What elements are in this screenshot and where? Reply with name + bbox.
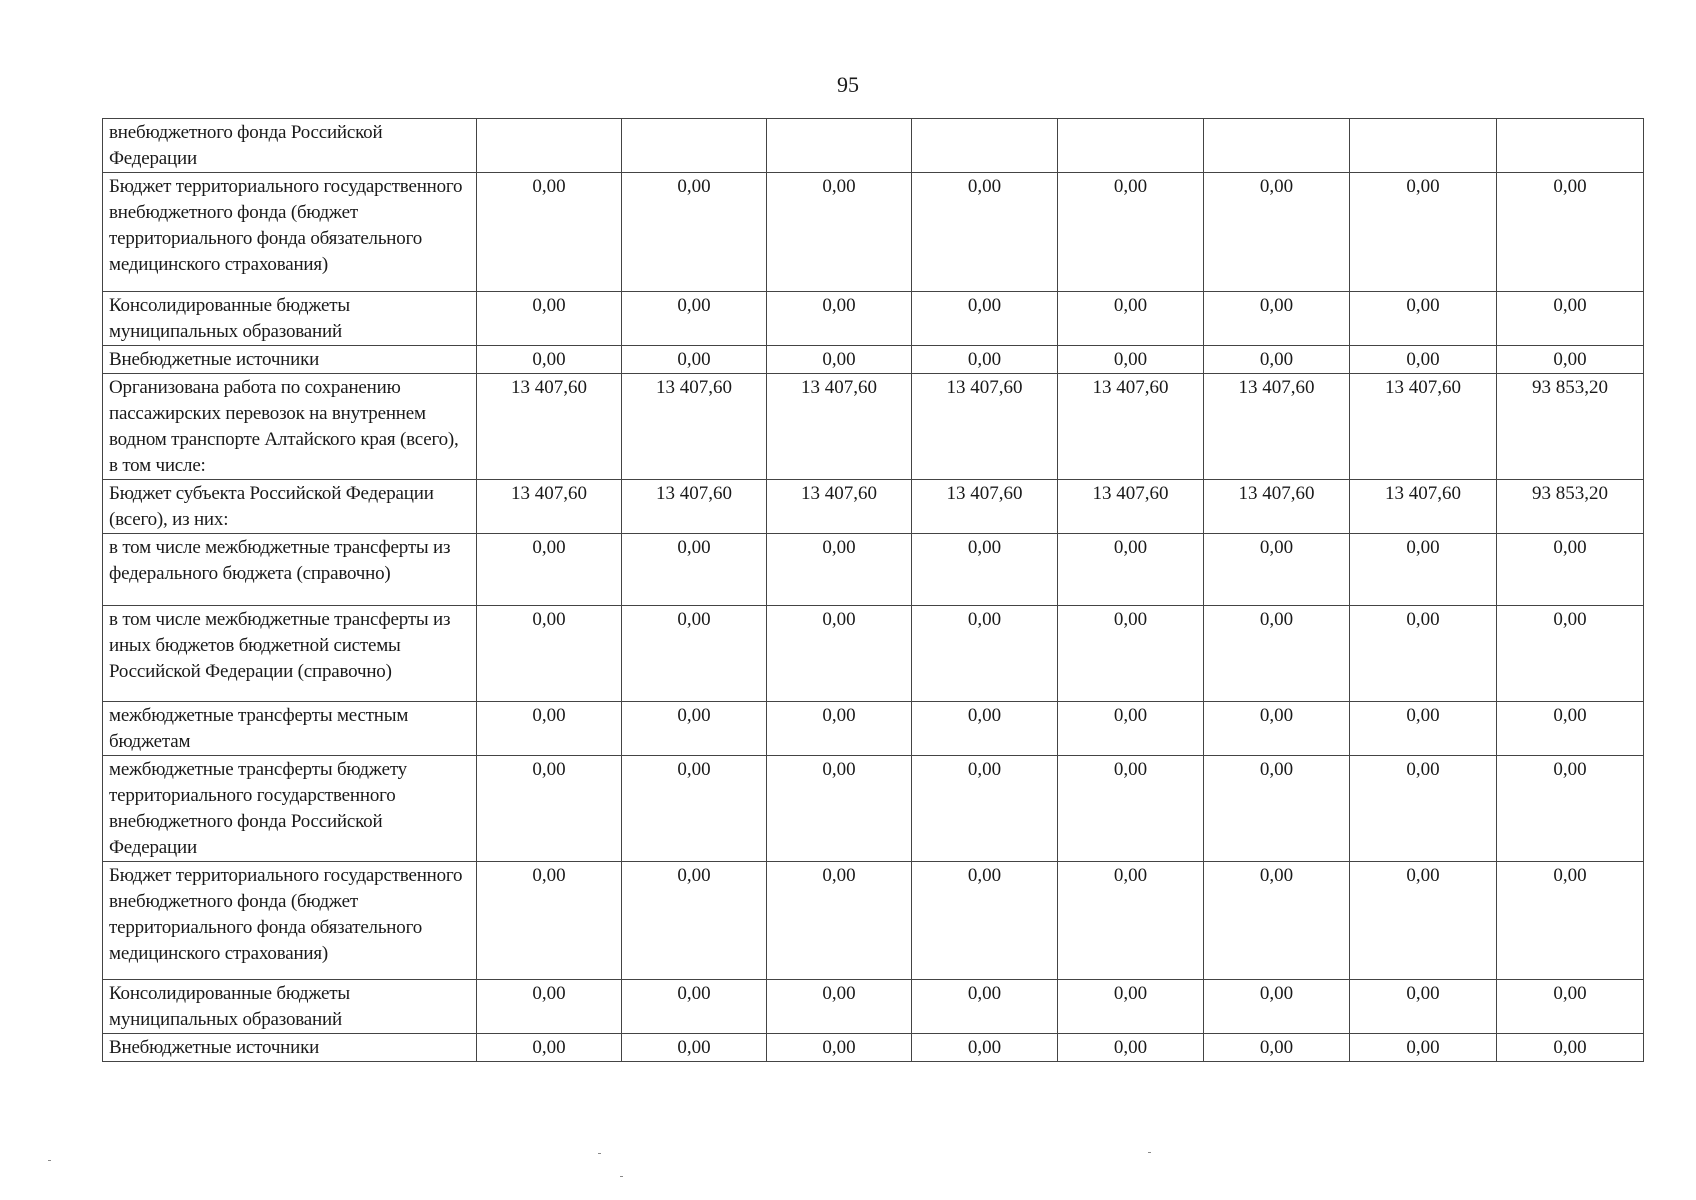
value-cell: 0,00: [477, 292, 622, 346]
table-body: [103, 119, 1644, 1062]
value-cell: [1350, 119, 1497, 173]
row-label: Консолидированные бюджеты муниципальных образований: [103, 292, 477, 346]
table-row: [103, 862, 1644, 980]
value-cell: 0,00: [912, 980, 1058, 1034]
value-cell: 0,00: [1204, 292, 1350, 346]
value-cell: 0,00: [1350, 862, 1497, 980]
value-cell: 0,00: [1350, 292, 1497, 346]
row-label: Внебюджетные источники: [103, 346, 477, 374]
value-cell: 0,00: [477, 173, 622, 292]
value-cell: 0,00: [1497, 346, 1644, 374]
value-cell: 0,00: [477, 346, 622, 374]
value-cell: 0,00: [767, 1034, 912, 1062]
value-cell: 0,00: [767, 606, 912, 702]
value-cell: 0,00: [477, 862, 622, 980]
value-cell: 0,00: [1058, 292, 1204, 346]
value-cell: 0,00: [1058, 862, 1204, 980]
value-cell: 0,00: [1058, 702, 1204, 756]
value-cell: 13 407,60: [622, 374, 767, 480]
row-label: межбюджетные трансферты местным бюджетам: [103, 702, 477, 756]
row-label: Консолидированные бюджеты муниципальных образований: [103, 980, 477, 1034]
value-cell: 0,00: [622, 292, 767, 346]
value-cell: 13 407,60: [1058, 374, 1204, 480]
value-cell: 0,00: [1497, 702, 1644, 756]
value-cell: 0,00: [1058, 173, 1204, 292]
value-cell: 0,00: [1497, 1034, 1644, 1062]
value-cell: [1058, 119, 1204, 173]
value-cell: 0,00: [1497, 862, 1644, 980]
value-cell: 0,00: [1204, 702, 1350, 756]
value-cell: 0,00: [767, 862, 912, 980]
value-cell: 0,00: [622, 980, 767, 1034]
value-cell: 0,00: [622, 862, 767, 980]
value-cell: 0,00: [1204, 1034, 1350, 1062]
value-cell: 13 407,60: [912, 480, 1058, 534]
value-cell: 13 407,60: [1350, 480, 1497, 534]
value-cell: 0,00: [622, 1034, 767, 1062]
value-cell: 0,00: [477, 980, 622, 1034]
value-cell: [477, 119, 622, 173]
scan-speck: [620, 1176, 623, 1177]
value-cell: 13 407,60: [477, 374, 622, 480]
row-label: в том числе межбюджетные трансферты из иных бюджетов бюджетной системы Российской Федерации (справочно): [103, 606, 477, 702]
value-cell: 0,00: [622, 756, 767, 862]
value-cell: 13 407,60: [767, 374, 912, 480]
value-cell: 0,00: [1497, 534, 1644, 606]
value-cell: 0,00: [1350, 534, 1497, 606]
value-cell: 93 853,20: [1497, 480, 1644, 534]
row-label: межбюджетные трансферты бюджету территориального государственного внебюджетного фонда Российской Федерации: [103, 756, 477, 862]
value-cell: 0,00: [1058, 606, 1204, 702]
value-cell: 13 407,60: [1204, 480, 1350, 534]
value-cell: 0,00: [767, 173, 912, 292]
value-cell: 13 407,60: [1350, 374, 1497, 480]
table-row: [103, 119, 1644, 173]
value-cell: 0,00: [1350, 173, 1497, 292]
value-cell: 0,00: [767, 534, 912, 606]
value-cell: 0,00: [1350, 606, 1497, 702]
row-label: Бюджет территориального государственного внебюджетного фонда (бюджет территориального фонда обязательного медицинского страхования): [103, 862, 477, 980]
value-cell: 0,00: [622, 702, 767, 756]
table-row: [103, 292, 1644, 346]
value-cell: [1204, 119, 1350, 173]
value-cell: 0,00: [1058, 756, 1204, 862]
budget-table: [102, 118, 1644, 1062]
value-cell: 0,00: [1350, 756, 1497, 862]
value-cell: 0,00: [1204, 756, 1350, 862]
value-cell: 0,00: [1058, 534, 1204, 606]
value-cell: 13 407,60: [767, 480, 912, 534]
table-row: [103, 173, 1644, 292]
value-cell: 0,00: [622, 606, 767, 702]
value-cell: 0,00: [1350, 702, 1497, 756]
value-cell: 0,00: [1497, 756, 1644, 862]
value-cell: 0,00: [912, 292, 1058, 346]
table-row: [103, 346, 1644, 374]
value-cell: 0,00: [477, 1034, 622, 1062]
value-cell: 0,00: [1497, 980, 1644, 1034]
value-cell: 0,00: [622, 173, 767, 292]
value-cell: 0,00: [767, 292, 912, 346]
value-cell: 0,00: [912, 173, 1058, 292]
value-cell: [1497, 119, 1644, 173]
value-cell: 0,00: [477, 606, 622, 702]
scan-speck: [598, 1153, 601, 1154]
value-cell: 0,00: [1497, 173, 1644, 292]
row-label: Организована работа по сохранению пассажирских перевозок на внутреннем водном транспорте Алтайского края (всего), в том числе:: [103, 374, 477, 480]
value-cell: 0,00: [477, 702, 622, 756]
value-cell: 0,00: [1058, 1034, 1204, 1062]
value-cell: 0,00: [622, 534, 767, 606]
value-cell: 93 853,20: [1497, 374, 1644, 480]
row-label: в том числе межбюджетные трансферты из федерального бюджета (справочно): [103, 534, 477, 606]
row-label: Бюджет субъекта Российской Федерации (всего), из них:: [103, 480, 477, 534]
value-cell: 0,00: [1350, 1034, 1497, 1062]
value-cell: 0,00: [477, 756, 622, 862]
table-row: [103, 702, 1644, 756]
value-cell: [767, 119, 912, 173]
value-cell: 0,00: [767, 702, 912, 756]
value-cell: [912, 119, 1058, 173]
row-label: Бюджет территориального государственного внебюджетного фонда (бюджет территориального фонда обязательного медицинского страхования): [103, 173, 477, 292]
value-cell: 0,00: [622, 346, 767, 374]
value-cell: 0,00: [1350, 346, 1497, 374]
value-cell: 0,00: [1204, 606, 1350, 702]
value-cell: 0,00: [1204, 862, 1350, 980]
value-cell: 0,00: [767, 346, 912, 374]
table-row: [103, 480, 1644, 534]
value-cell: 0,00: [912, 756, 1058, 862]
row-label: Внебюджетные источники: [103, 1034, 477, 1062]
row-label: внебюджетного фонда Российской Федерации: [103, 119, 477, 173]
table-row: [103, 1034, 1644, 1062]
value-cell: 0,00: [912, 534, 1058, 606]
value-cell: 0,00: [912, 1034, 1058, 1062]
value-cell: 13 407,60: [912, 374, 1058, 480]
value-cell: 0,00: [1350, 980, 1497, 1034]
value-cell: 0,00: [1058, 980, 1204, 1034]
table-row: [103, 534, 1644, 606]
value-cell: 0,00: [912, 606, 1058, 702]
table-row: [103, 606, 1644, 702]
value-cell: 0,00: [1204, 534, 1350, 606]
value-cell: 0,00: [1204, 980, 1350, 1034]
scan-speck: [1148, 1152, 1151, 1153]
value-cell: 0,00: [767, 980, 912, 1034]
value-cell: 0,00: [912, 702, 1058, 756]
scan-speck: [48, 1160, 51, 1161]
value-cell: 13 407,60: [477, 480, 622, 534]
table-row: [103, 374, 1644, 480]
value-cell: 0,00: [912, 862, 1058, 980]
value-cell: 0,00: [1204, 173, 1350, 292]
value-cell: 13 407,60: [622, 480, 767, 534]
value-cell: 13 407,60: [1204, 374, 1350, 480]
value-cell: 0,00: [912, 346, 1058, 374]
value-cell: 13 407,60: [1058, 480, 1204, 534]
page-number: 95: [837, 72, 859, 97]
table-row: [103, 756, 1644, 862]
value-cell: 0,00: [1497, 292, 1644, 346]
value-cell: 0,00: [1204, 346, 1350, 374]
value-cell: [622, 119, 767, 173]
value-cell: 0,00: [477, 534, 622, 606]
value-cell: 0,00: [1497, 606, 1644, 702]
value-cell: 0,00: [1058, 346, 1204, 374]
value-cell: 0,00: [767, 756, 912, 862]
table-row: [103, 980, 1644, 1034]
